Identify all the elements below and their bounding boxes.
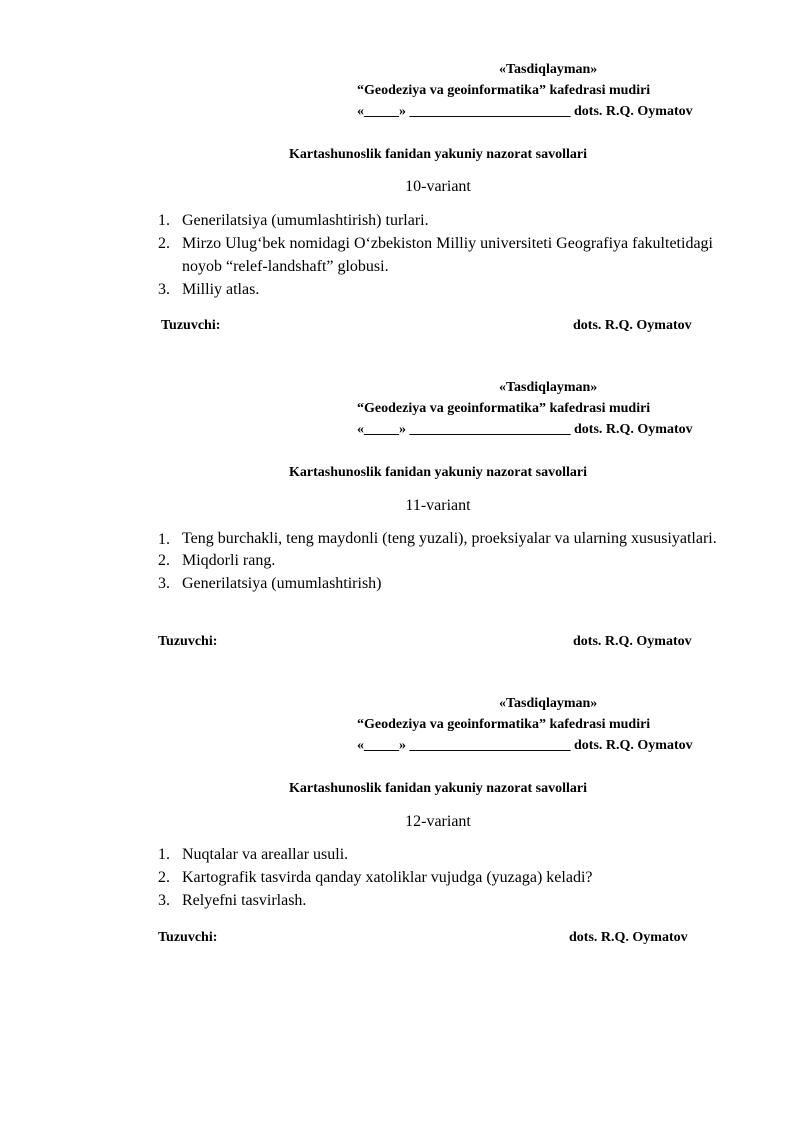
question-list xyxy=(158,528,718,595)
document-title: Kartashunoslik fanidan yakuniy nazorat savollari xyxy=(289,147,587,162)
question-number: 1. xyxy=(158,846,170,863)
question-number: 2. xyxy=(158,235,170,252)
variant-label: 12-variant xyxy=(405,813,471,830)
question-number: 3. xyxy=(158,892,170,909)
question-number: 2. xyxy=(158,869,170,886)
question-text: Nuqtalar va areallar usuli. xyxy=(182,846,349,863)
question-number: 2. xyxy=(158,552,170,569)
question-number: 1. xyxy=(158,531,170,548)
approval-title: «Tasdiqlayman» xyxy=(499,62,598,77)
question-text: Milliy atlas. xyxy=(182,281,260,298)
question-text: Miqdorli rang. xyxy=(182,552,276,569)
approval-stamp xyxy=(357,377,757,440)
document-title: Kartashunoslik fanidan yakuniy nazorat savollari xyxy=(289,465,587,480)
compiler-name: dots. R.Q. Oymatov xyxy=(569,930,688,945)
compiler-label: Tuzuvchi: xyxy=(158,930,218,945)
approval-signature-line: «_____» _______________________ dots. R.Q. Oymatov xyxy=(357,738,693,753)
question-item xyxy=(158,528,718,549)
compiler-label: Tuzuvchi: xyxy=(161,318,221,333)
approval-department: “Geodeziya va geoinformatika” kafedrasi mudiri xyxy=(357,83,651,98)
question-list xyxy=(158,843,718,912)
approval-department: “Geodeziya va geoinformatika” kafedrasi mudiri xyxy=(357,401,651,416)
question-number: 1. xyxy=(158,212,170,229)
question-number: 3. xyxy=(158,575,170,592)
compiler-label: Tuzuvchi: xyxy=(158,634,218,649)
compiler-name: dots. R.Q. Oymatov xyxy=(573,634,692,649)
question-text: Mirzo Ulug‘bek nomidagi O‘zbekiston Milliy universiteti Geografiya fakultetidagi noyob “relef-landshaft” globusi. xyxy=(182,235,713,275)
compiler-name: dots. R.Q. Oymatov xyxy=(573,318,692,333)
approval-signature-line: «_____» _______________________ dots. R.Q. Oymatov xyxy=(357,104,693,119)
question-number: 3. xyxy=(158,281,170,298)
question-text: Generilatsiya (umumlashtirish) turlari. xyxy=(182,212,429,229)
question-text: Generilatsiya (umumlashtirish) xyxy=(182,575,382,592)
approval-stamp xyxy=(357,693,757,756)
variant-label: 11-variant xyxy=(405,497,471,514)
question-item xyxy=(158,843,718,866)
document-title: Kartashunoslik fanidan yakuniy nazorat savollari xyxy=(289,781,587,796)
approval-signature-line: «_____» _______________________ dots. R.Q. Oymatov xyxy=(357,422,693,437)
approval-title: «Tasdiqlayman» xyxy=(499,696,598,711)
question-item xyxy=(158,866,718,889)
question-text: Teng burchakli, teng maydonli (teng yuzali), proeksiyalar va ularning xususiyatlari. xyxy=(182,530,717,547)
question-item xyxy=(158,572,718,595)
question-item xyxy=(158,889,718,912)
variant-label: 10-variant xyxy=(405,178,471,195)
approval-title: «Tasdiqlayman» xyxy=(499,380,598,395)
question-text: Relyefni tasvirlash. xyxy=(182,892,307,909)
approval-department: “Geodeziya va geoinformatika” kafedrasi mudiri xyxy=(357,717,651,732)
question-text: Kartografik tasvirda qanday xatoliklar vujudga (yuzaga) keladi? xyxy=(182,869,593,886)
question-item xyxy=(158,549,718,572)
